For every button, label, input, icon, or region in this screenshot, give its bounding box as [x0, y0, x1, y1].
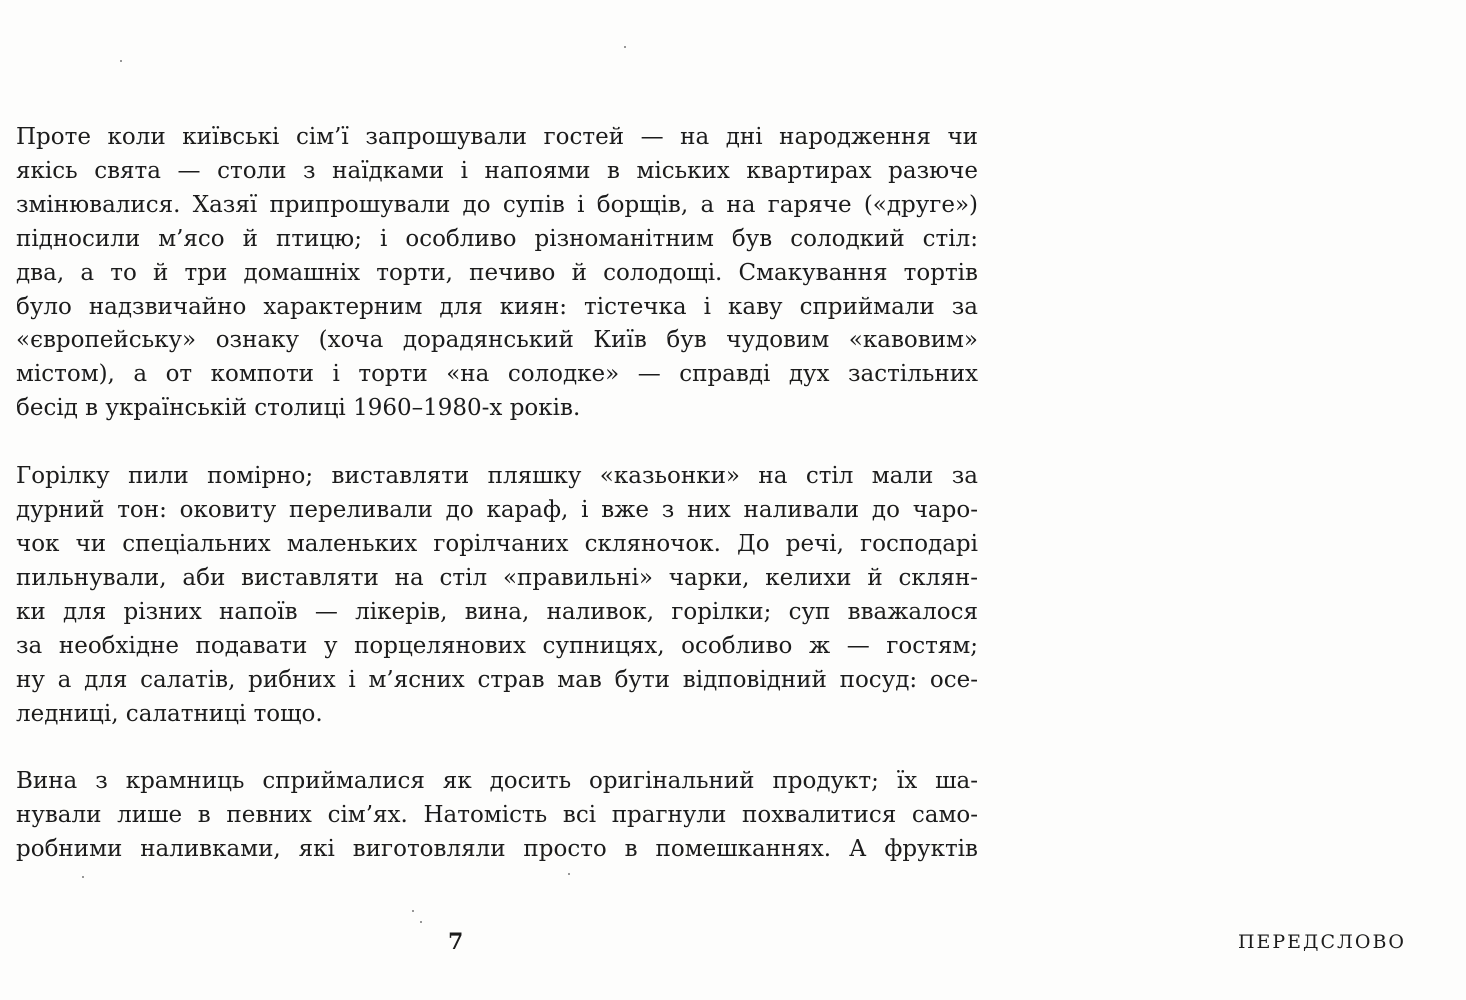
paragraph-2: [16, 460, 978, 731]
text-line: ледниці, салатниці тощо.: [16, 700, 323, 727]
text-line: ки для різних напоїв — лікерів, вина, наливок, горілки; суп вважалося: [16, 598, 978, 625]
scan-speck: [420, 921, 422, 923]
page-number: 7: [448, 929, 464, 955]
text-line: робними наливками, які виготовляли просто в помешканнях. А фруктів: [16, 836, 978, 863]
text-line: Проте коли київські сім’ї запрошували гостей — на дні народження чи: [16, 124, 978, 150]
scan-speck: [568, 873, 570, 875]
text-line: нували лише в певних сім’ях. Натомість всі прагнули похвалитися само-: [16, 802, 978, 829]
text-line: за необхідне подавати у порцелянових супницях, особливо ж — гостям;: [16, 632, 978, 659]
text-line: бесід в українській столиці 1960–1980-х років.: [16, 395, 581, 422]
text-line: якісь свята — столи з наїдками і напоями в міських квартирах разюче: [16, 157, 978, 184]
text-line: чок чи спеціальних маленьких горілчаних скляночок. До речі, господарі: [16, 530, 978, 557]
running-head: ПЕРЕДСЛОВО: [1237, 931, 1406, 953]
text-line: містом), а от компоти і торти «на солодке» — справді дух застільних: [16, 361, 978, 388]
text-line: два, а то й три домашніх торти, печиво й солодощі. Смакування тортів: [16, 259, 978, 286]
scan-speck: [624, 46, 626, 48]
text-line: підносили м’ясо й птицю; і особливо різноманітним був солодкий стіл:: [16, 225, 978, 252]
paragraph-3: [16, 765, 978, 867]
text-line: було надзвичайно характерним для киян: тістечка і каву сприймали за: [16, 293, 978, 320]
text-line: пильнували, аби виставляти на стіл «правильні» чарки, келихи й склян-: [16, 564, 978, 591]
scan-speck: [82, 876, 84, 878]
paragraph-1: [16, 121, 978, 426]
text-line: змінювалися. Хазяї припрошували до супів і борщів, а на гаряче («друге»): [16, 191, 978, 218]
scan-speck: [412, 910, 414, 912]
body-text: [16, 121, 978, 901]
text-line: ну а для салатів, рибних і м’ясних страв мав бути відповідний посуд: осе-: [16, 666, 978, 693]
scan-speck: [120, 60, 122, 62]
text-line: Горілку пили помірно; виставляти пляшку «казьонки» на стіл мали за: [16, 463, 978, 490]
text-line: «європейську» ознаку (хоча дорадянський Київ був чудовим «кавовим»: [16, 327, 978, 354]
text-line: дурний тон: оковиту переливали до караф, і вже з них наливали до чаро-: [16, 497, 978, 524]
text-line: Вина з крамниць сприймалися як досить оригінальний продукт; їх ша-: [16, 768, 978, 795]
